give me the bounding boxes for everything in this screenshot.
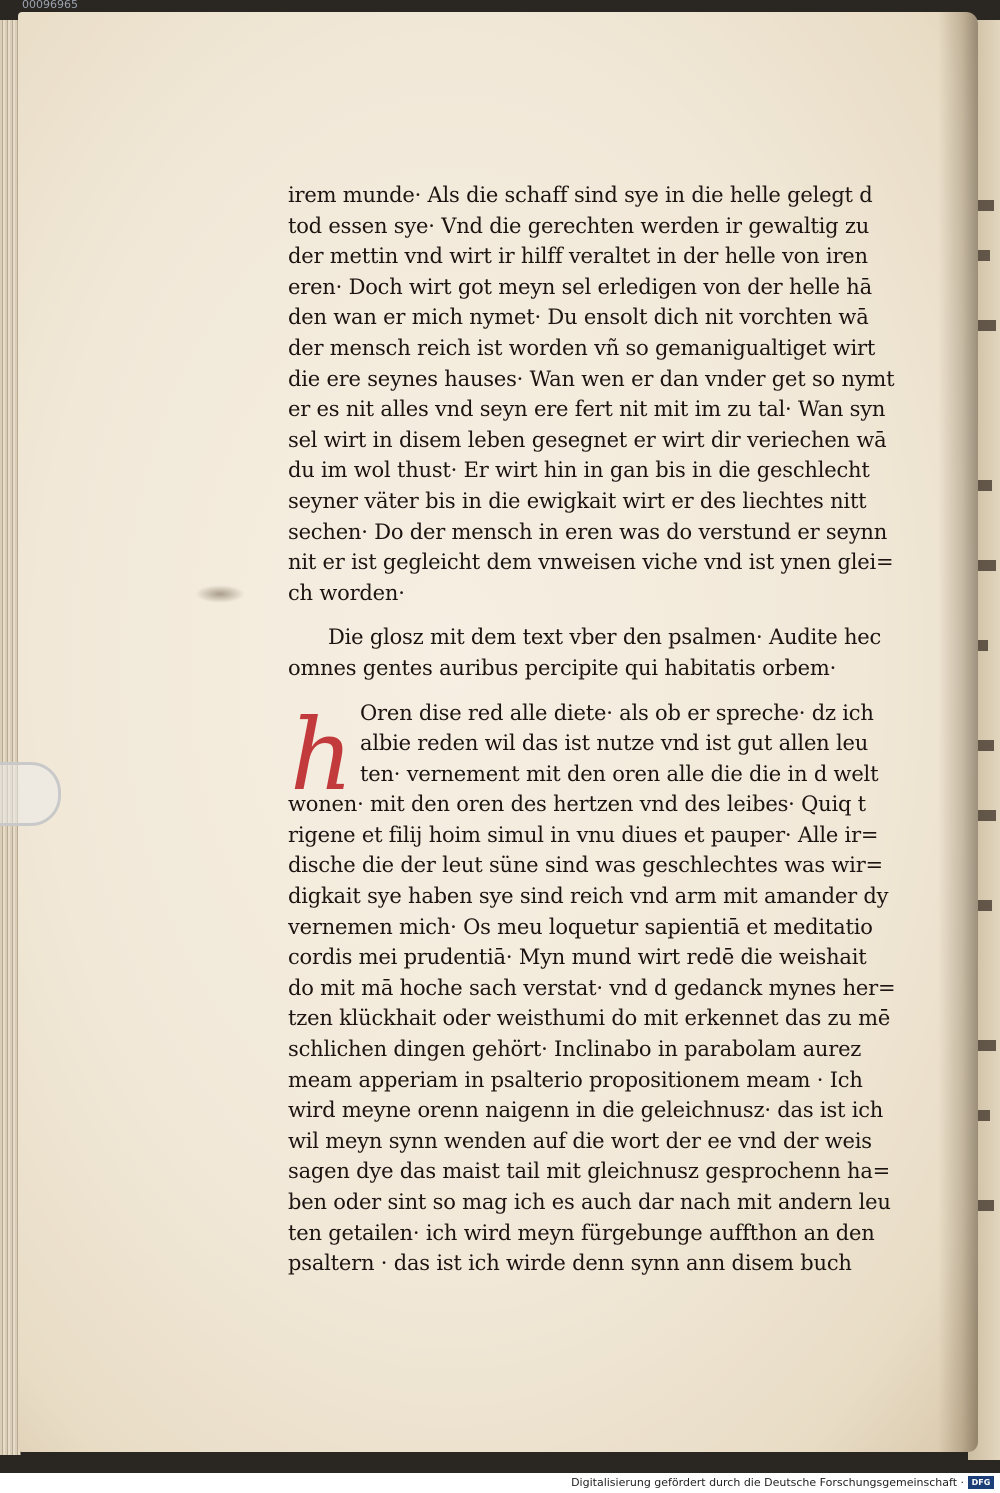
text-line: ten· vernement mit den oren alle die die in d welt — [360, 761, 879, 786]
text-line: rigene et filij hoim simul in vnu diues et pauper· Alle ir= — [288, 822, 879, 847]
text-line: Die glosz mit dem text vber den psalmen· Audite hec — [328, 625, 882, 650]
text-line: wonen· mit den oren des hertzen vnd des leibes· Quiq t — [288, 792, 866, 817]
text-line: die ere seynes hauses· Wan wen er dan vnder get so nymt — [288, 366, 895, 391]
text-section-before — [288, 180, 928, 608]
text-line: schlichen dingen gehört· Inclinabo in parabolam aurez — [288, 1037, 862, 1062]
text-block — [288, 180, 928, 1279]
text-line: der mensch reich ist worden vñ so gemanigualtiget wirt — [288, 335, 876, 360]
dfg-logo: DFG — [968, 1476, 994, 1489]
scan-id: 00096965 — [22, 0, 78, 11]
text-line: tzen klückhait oder weisthumi do mit erkennet das zu mē — [288, 1006, 891, 1031]
text-line: do mit mā hoche sach verstat· vnd d gedanck mynes her= — [288, 975, 896, 1000]
text-line: eren· Doch wirt got meyn sel erledigen von der helle hā — [288, 274, 872, 299]
text-line: ch worden· — [288, 580, 405, 605]
text-line: ben oder sint so mag ich es auch dar nach mit andern leu — [288, 1190, 891, 1214]
text-line: ten getailen· ich wird meyn fürgebunge auffthon an den — [288, 1220, 875, 1245]
red-initial-letter: h — [290, 698, 353, 813]
text-line: wird meyne orenn naigenn in die geleichnusz· das ist ich — [288, 1098, 884, 1123]
page-stain — [195, 585, 245, 603]
text-line: cordis mei prudentiā· Myn mund wirt redē die weishait — [288, 945, 867, 970]
text-line: wil meyn synn wenden auf die wort der ee vnd der weis — [288, 1128, 872, 1153]
text-line: sel wirt in disem leben gesegnet er wirt dir veriechen wā — [288, 427, 887, 452]
footer-bar — [0, 1473, 1000, 1493]
text-line: du im wol thust· Er wirt hin in gan bis in die geschlecht — [288, 458, 870, 483]
text-line: Oren dise red alle diete· als ob er spreche· dz ich — [360, 700, 874, 725]
text-line: nit er ist gegleicht dem vnweisen viche vnd ist ynen glei= — [288, 550, 894, 575]
text-line: digkait sye haben sye sind reich vnd arm mit amander dy — [288, 884, 889, 909]
text-line: omnes gentes auribus percipite qui habitatis orbem· — [288, 655, 837, 680]
gloss-heading — [288, 622, 928, 683]
text-line: albie reden wil das ist nutze vnd ist gut allen leu — [360, 731, 869, 756]
text-line: der mettin vnd wirt ir hilff veraltet in der helle von iren — [288, 244, 868, 269]
text-line: meam apperiam in psalterio propositionem meam · Ich — [288, 1067, 863, 1092]
text-line: den wan er mich nymet· Du ensolt dich nit vorchten wā — [288, 305, 869, 330]
text-section-after — [288, 789, 928, 1279]
gutter-shadow — [938, 12, 978, 1452]
text-line: sagen dye das maist tail mit gleichnusz gesprochenn ha= — [288, 1159, 891, 1184]
text-line: vernemen mich· Os meu loquetur sapientiā et meditatio — [288, 914, 873, 939]
text-line: irem munde· Als die schaff sind sye in die helle gelegt d — [288, 183, 873, 207]
text-line: tod essen sye· Vnd die gerechten werden ir gewaltig zu — [288, 213, 870, 238]
text-line: psaltern · das ist ich wirde denn synn ann disem buch — [288, 1251, 852, 1276]
text-line: dische die der leut süne sind was geschlechtes was wir= — [288, 853, 883, 878]
text-line: er es nit alles vnd seyn ere fert nit mit im zu tal· Wan syn — [288, 397, 886, 422]
footer-credit: Digitalisierung gefördert durch die Deutsche Forschungsgemeinschaft · — [571, 1476, 964, 1489]
text-line: seyner väter bis in die ewigkait wirt er des liechtes nitt — [288, 488, 867, 513]
text-line: sechen· Do der mensch in eren was do verstund er seynn — [288, 519, 888, 544]
paper-clip — [0, 762, 61, 826]
